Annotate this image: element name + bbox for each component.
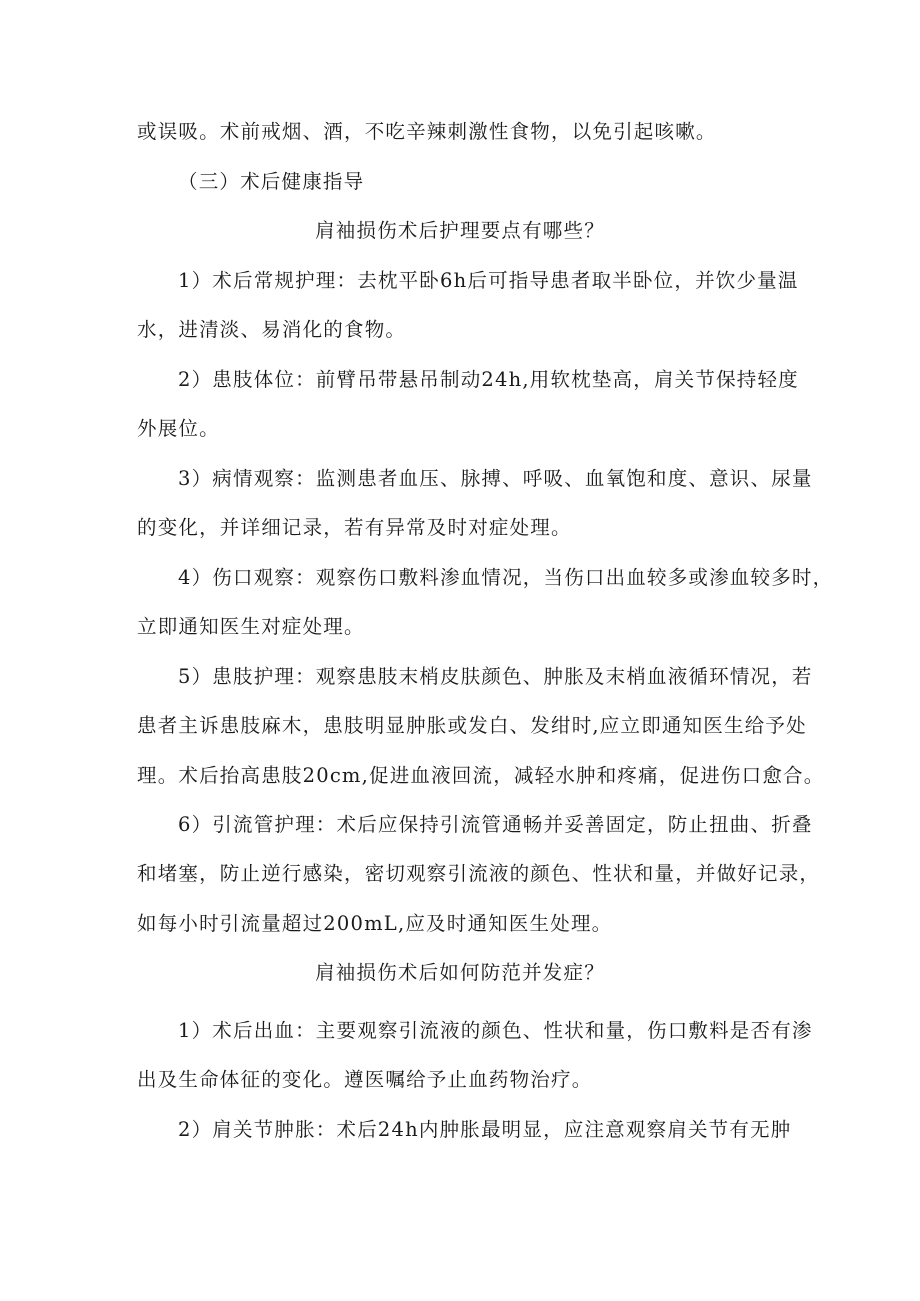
paragraph-line: 患者主诉患肢麻木，患肢明显肿胀或发白、发绀时,应立即通知医生给予处 — [137, 714, 807, 737]
paragraph-line: 或误吸。术前戒烟、酒，不吃辛辣刺激性食物，以免引起咳嗽。 — [137, 120, 717, 143]
paragraph-line: 的变化，并详细记录，若有异常及时对症处理。 — [137, 516, 572, 539]
paragraph-line: 理。术后抬高患肢20cm,促进血液回流，减轻水肿和疼痛，促进伤口愈合。 — [137, 764, 825, 787]
paragraph-line: 3）病情观察：监测患者血压、脉搏、呼吸、血氧饱和度、意识、尿量 — [178, 467, 813, 490]
paragraph-line: 4）伤口观察：观察伤口敷料渗血情况，当伤口出血较多或渗血较多时， — [178, 566, 834, 589]
paragraph-line: 和堵塞，防止逆行感染，密切观察引流液的颜色、性状和量，并做好记录， — [137, 862, 821, 885]
paragraph-line: 出及生命体征的变化。遵医嘱给予止血药物治疗。 — [137, 1068, 593, 1091]
paragraph-line: 如每小时引流量超过200mL,应及时通知医生处理。 — [137, 912, 613, 935]
question-heading: 肩袖损伤术后如何防范并发症？ — [315, 961, 605, 984]
paragraph-line: 水，进清淡、易消化的食物。 — [137, 318, 407, 341]
paragraph-line: 2）肩关节肿胀：术后24h内肿胀最明显，应注意观察肩关节有无肿 — [178, 1118, 792, 1141]
paragraph-line: 1）术后常规护理：去枕平卧6h后可指导患者取半卧位，并饮少量温 — [178, 269, 799, 292]
paragraph-line: 5）患肢护理：观察患肢末梢皮肤颜色、肿胀及末梢血液循环情况，若 — [178, 665, 813, 688]
paragraph-line: 6）引流管护理：术后应保持引流管通畅并妥善固定，防止扭曲、折叠 — [178, 813, 813, 836]
paragraph-line: 立即通知医生对症处理。 — [137, 615, 365, 638]
question-heading: 肩袖损伤术后护理要点有哪些？ — [315, 219, 605, 242]
paragraph-line: 2）患肢体位：前臂吊带悬吊制动24h,用软枕垫高，肩关节保持轻度 — [178, 368, 799, 391]
paragraph-line: 1）术后出血：主要观察引流液的颜色、性状和量，伤口敷料是否有渗 — [178, 1019, 813, 1042]
section-heading: （三）术后健康指导 — [178, 170, 365, 193]
paragraph-line: 外展位。 — [137, 417, 220, 440]
